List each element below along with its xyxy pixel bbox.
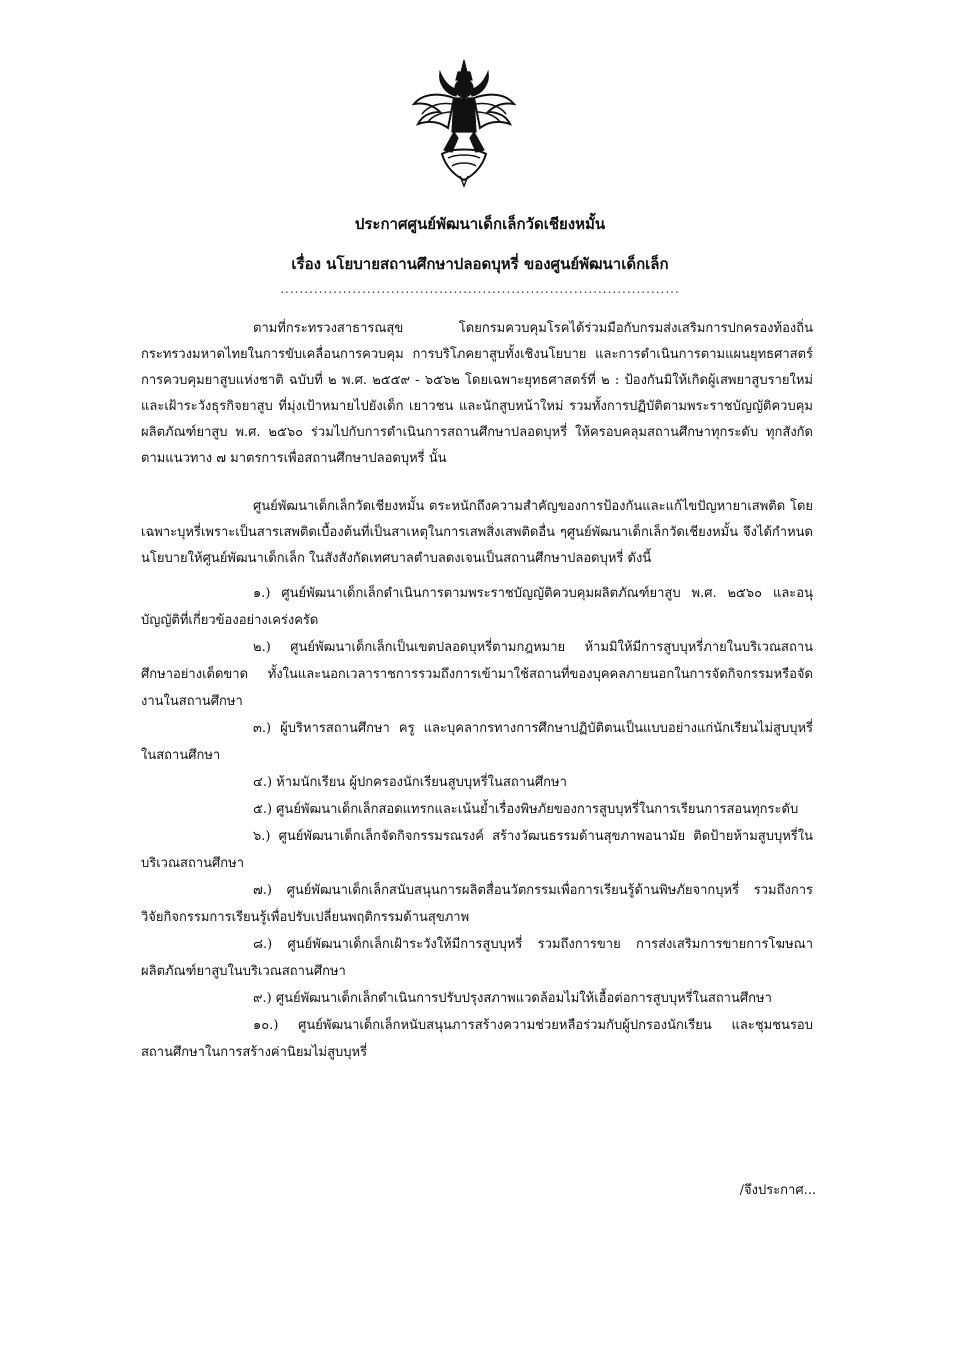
policy-item: ๒.) ศูนย์พัฒนาเด็กเล็กเป็นเขตปลอดบุหรี่ตามกฎหมาย ห้ามมิให้มีการสูบบุหรี่ภายในบริเวณสถานศึกษาอย่างเด็ดขาด ทั้งในและนอกเวลาราชการรวมถึงการเข้ามาใช้สถานที่ของบุคคลภายนอกในการจัดกิจกรรมหรือจัดงานในสถานศึกษา [141, 640, 813, 709]
page-subtitle: เรื่อง นโยบายสถานศึกษาปลอดบุหรี่ ของศูนย์พัฒนาเด็กเล็ก [291, 255, 669, 273]
policy-item: ๔.) ห้ามนักเรียน ผู้ปกครองนักเรียนสูบบุหรี่ในสถานศึกษา [253, 775, 567, 790]
page-title: ประกาศศูนย์พัฒนาเด็กเล็กวัดเชียงหมั้น [354, 215, 606, 233]
policy-item: ๑.) ศูนย์พัฒนาเด็กเล็กดำเนินการตามพระราชบัญญัติควบคุมผลิตภัณฑ์ยาสูบ พ.ศ. ๒๕๖๐ และอนุบัญญัติที่เกี่ยวข้องอย่างเคร่งครัด [141, 586, 813, 628]
policy-paragraph: ศูนย์พัฒนาเด็กเล็กวัดเชียงหมั้น ตระหนักถึงความสำคัญของการป้องกันและแก้ไขปัญหายาเสพติด โดยเฉพาะบุหรี่เพราะเป็นสารเสพติดเบื้องต้นที่เป็นสาเหตุในการเสพสิ่งเสพติดอื่น ๆศูนย์พัฒนาเด็กเล็กวัดเชียงหมั้น จึงได้กำหนดนโยบายให้ศูนย์พัฒนาเด็กเล็ก ในสังสังกัดเทศบาลตำบลดงเจนเป็นสถานศึกษาปลอดบุหรี่ ดังนี้ [141, 499, 813, 566]
policy-list [141, 580, 813, 1066]
policy-item: ๙.) ศูนย์พัฒนาเด็กเล็กดำเนินการปรับปรุงสภาพแวดล้อมไม่ให้เอื้อต่อการสูบบุหรี่ในสถานศึกษา [253, 991, 772, 1006]
policy-item: ๕.) ศูนย์พัฒนาเด็กเล็กสอดแทรกและเน้นย้ำเรื่องพิษภัยของการสูบบุหรี่ในการเรียนการสอนทุกระดับ [253, 802, 799, 817]
policy-item: ๗.) ศูนย์พัฒนาเด็กเล็กสนับสนุนการผลิตสื่อนวัตกรรมเพื่อการเรียนรู้ด้านพิษภัยจากบุหรี่ รวมถึงการวิจัยกิจกรรมการเรียนรู้เพื่อปรับเปลี่ยนพฤติกรรมด้านสุขภาพ [141, 883, 813, 925]
garuda-emblem-icon [412, 58, 516, 188]
policy-item: ๘.) ศูนย์พัฒนาเด็กเล็กเฝ้าระวังให้มีการสูบบุหรี่ รวมถึงการขาย การส่งเสริมการขายการโฆษณาผลิตภัณฑ์ยาสูบในบริเวณสถานศึกษา [141, 937, 813, 979]
continuation-note: /จึงประกาศ... [739, 1183, 816, 1198]
policy-item: ๖.) ศูนย์พัฒนาเด็กเล็กจัดกิจกรรมรณรงค์ สร้างวัฒนธรรมด้านสุขภาพอนามัย ติดป้ายห้ามสูบบุหรี่ในบริเวณสถานศึกษา [141, 829, 813, 871]
title-separator: ................................................................................... [280, 282, 680, 296]
policy-item: ๓.) ผู้บริหารสถานศึกษา ครู และบุคลากรทางการศึกษาปฏิบัติตนเป็นแบบอย่างแก่นักเรียนไม่สูบบุหรี่ในสถานศึกษา [141, 721, 813, 763]
intro-paragraph: ตามที่กระทรวงสาธารณสุข โดยกรมควบคุมโรคได้ร่วมมือกับกรมส่งเสริมการปกครองท้องถิ่น กระทรวงมหาดไทยในการขับเคลื่อนการควบคุม การบริโภคยาสูบทั้งเชิงนโยบาย และการดำเนินการตามแผนยุทธศาสตร์การควบคุมยาสูบแห่งชาติ ฉบับที่ ๒ พ.ศ. ๒๕๕๙ - ๖๕๖๒ โดยเฉพาะยุทธศาสตร์ที่ ๒ : ป้องกันมิให้เกิดผู้เสพยาสูบรายใหม่และเฝ้าระวังธุรกิจยาสูบ ที่มุ่งเป้าหมายไปยังเด็ก เยาวชน และนักสูบหน้าใหม่ รวมทั้งการปฏิบัติตามพระราชบัญญัติควบคุมผลิตภัณฑ์ยาสูบ พ.ศ. ๒๕๖๐ ร่วมไปกับการดำเนินการสถานศึกษาปลอดบุหรี่ ให้ครอบคลุมสถานศึกษาทุกระดับ ทุกสังกัด ตามแนวทาง ๗ มาตรการเพื่อสถานศึกษาปลอดบุหรี่ นั้น [141, 321, 813, 466]
policy-item: ๑๐.) ศูนย์พัฒนาเด็กเล็กหนับสนุนภารสร้างความช่วยหลือร่วมกับผู้ปกรองนักเรียน และชุมชนรอบสถานศึกษาในการสร้างค่านิยมไม่สูบบุหรี่ [141, 1018, 813, 1060]
document-body [141, 316, 813, 1066]
